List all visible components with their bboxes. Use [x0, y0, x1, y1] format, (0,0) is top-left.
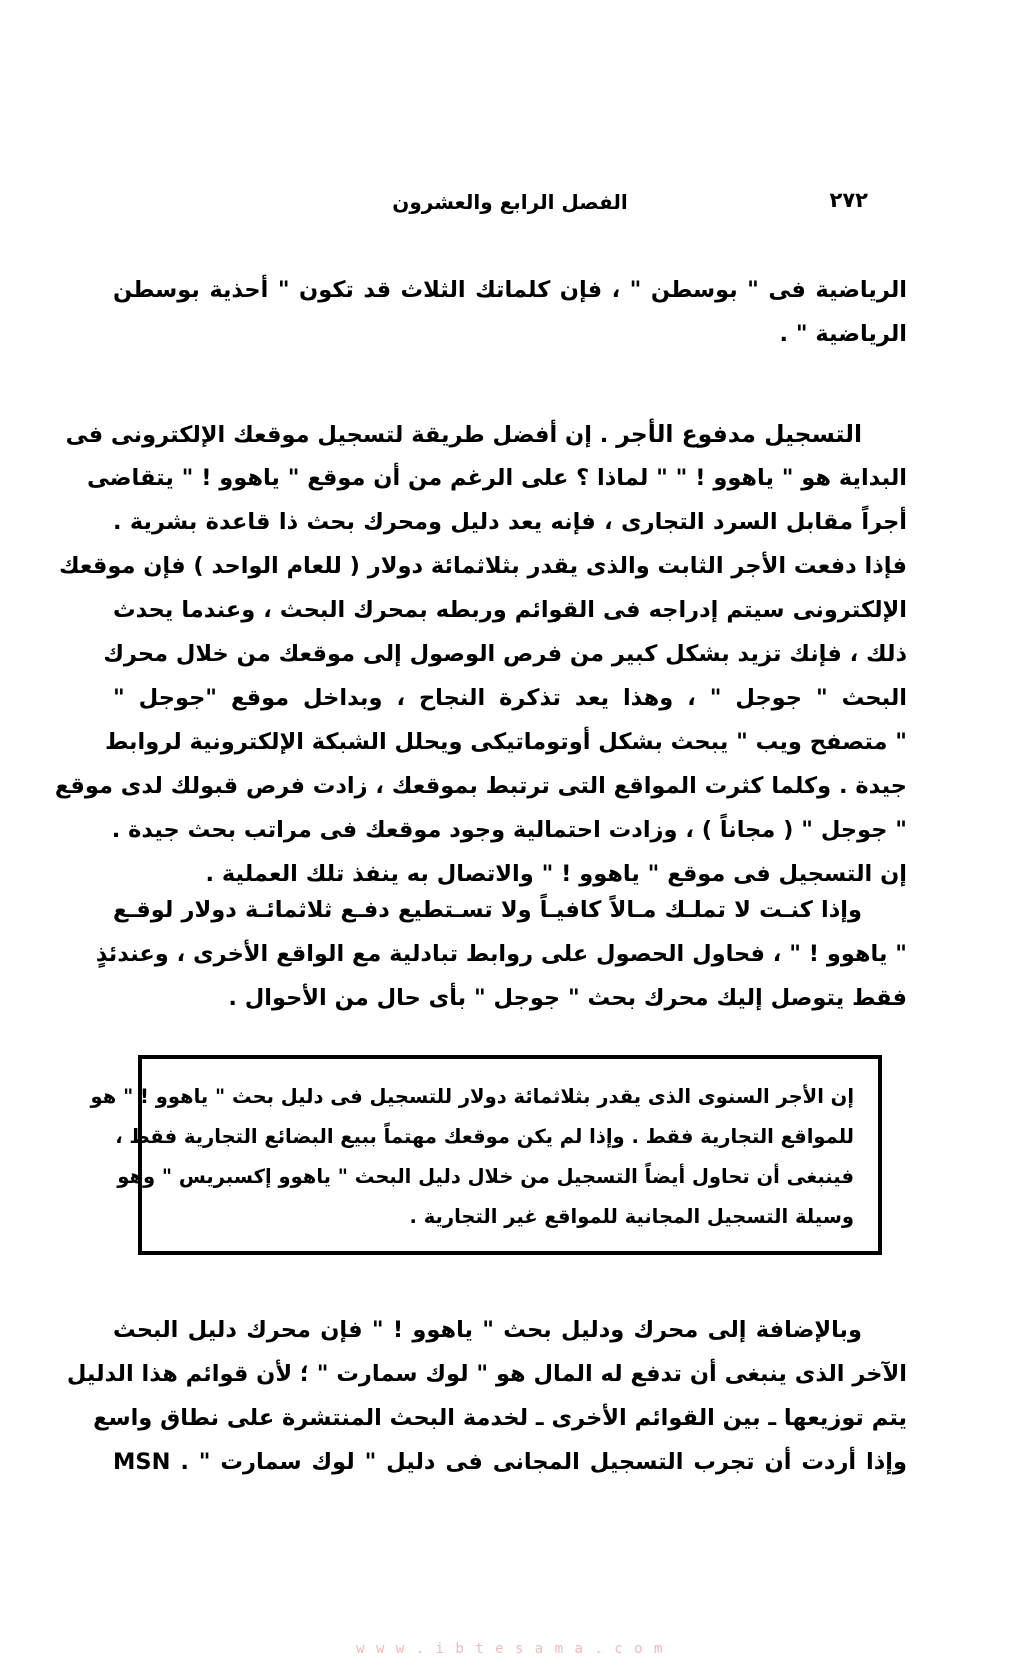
text-line: الرياضية " .: [779, 321, 907, 347]
text-line: الإلكترونى سيتم إدراجه فى القوائم وربطه بمحرك البحث ، وعندما يحدث: [113, 597, 907, 623]
text-line: " متصفح ويب " يبحث بشكل أوتوماتيكى ويحلل الشبكة الإلكترونية لروابط: [104, 729, 907, 755]
text-line: ذلك ، فإنك تزيد بشكل كبير من فرص الوصول إلى موقعك من خلال محرك: [103, 641, 907, 667]
text-line: الآخر الذى ينبغى أن تدفع له المال هو " لوك سمارت " ؛ لأن قوائم هذا الدليل: [66, 1361, 907, 1387]
text-line: البداية هو " ياهوو ! " " لماذا ؟ على الرغم من أن موقع " ياهوو ! " يتقاضى: [87, 465, 907, 491]
text-line: الرياضية فى " بوسطن " ، فإن كلماتك الثلاث قد تكون " أحذية بوسطن: [113, 277, 907, 303]
text-line: جيدة . وكلما كثرت المواقع التى ترتبط بموقعك ، زادت فرص قبولك لدى موقع: [54, 773, 907, 799]
text-line: فإذا دفعت الأجر الثابت والذى يقدر بثلاثمائة دولار ( للعام الواحد ) فإن موقعك: [58, 553, 907, 579]
text-line: وبالإضافة إلى محرك ودليل بحث " ياهوو ! " فإن محرك دليل البحث: [113, 1317, 862, 1343]
paragraph-3: [95, 888, 907, 1020]
paragraph-1: [113, 268, 907, 356]
text-line: " ياهوو ! " ، فحاول الحصول على روابط تبادلية مع الواقع الأخرى ، وعندئذٍ: [95, 941, 907, 967]
text-line: أجراً مقابل السرد التجارى ، فإنه يعد دليل ومحرك بحث ذا قاعدة بشرية .: [113, 509, 907, 535]
chapter-title: الفصل الرابع والعشرون: [392, 190, 628, 214]
text-line: فقط يتوصل إليك محرك بحث " جوجل " بأى حال من الأحوال .: [228, 985, 907, 1011]
paragraph-2: [54, 412, 907, 896]
box-text-line: للمواقع التجارية فقط . وإذا لم يكن موقعك مهتماً ببيع البضائع التجارية فقط ،: [115, 1125, 854, 1148]
section-heading: التسجيل مدفوع الأجر: [616, 420, 862, 448]
text-line: إن التسجيل فى موقع " ياهوو ! " والاتصال به ينفذ تلك العملية .: [205, 861, 907, 887]
watermark: w w w . i b t e s a m a . c o m: [356, 1641, 664, 1657]
text-run: . إن أفضل طريقة لتسجيل موقعك الإلكترونى فى: [65, 422, 617, 448]
text-line: وإذا أردت أن تجرب التسجيل المجانى فى دليل " لوك سمارت " . MSN: [113, 1449, 907, 1475]
text-line: يتم توزيعها ـ بين القوائم الأخرى ـ لخدمة البحث المنتشرة على نطاق واسع: [93, 1405, 907, 1431]
text-line: " جوجل " ( مجاناً ) ، وزادت احتمالية وجود موقعك فى مراتب بحث جيدة .: [111, 817, 907, 843]
page-number: ٢٧٢: [829, 188, 868, 212]
text-line: وإذا كنـت لا تملـك مـالاً كافيـاً ولا تسـتطيع دفـع ثلاثمائـة دولار لوقـع: [113, 897, 862, 923]
box-text-line: إن الأجر السنوى الذى يقدر بثلاثمائة دولار للتسجيل فى دليل بحث " ياهوو ! " هو: [90, 1085, 854, 1108]
text-line: البحث " جوجل " ، وهذا يعد تذكرة النجاح ، وبداخل موقع "جوجل ": [113, 685, 907, 711]
box-text-line: فينبغى أن تحاول أيضاً التسجيل من خلال دليل البحث " ياهوو إكسبريس " وهو: [117, 1165, 854, 1188]
box-text-line: وسيلة التسجيل المجانية للمواقع غير التجارية .: [409, 1205, 854, 1228]
text-line-with-heading: [65, 412, 907, 456]
paragraph-4: [66, 1308, 907, 1484]
callout-box: [90, 1055, 882, 1255]
